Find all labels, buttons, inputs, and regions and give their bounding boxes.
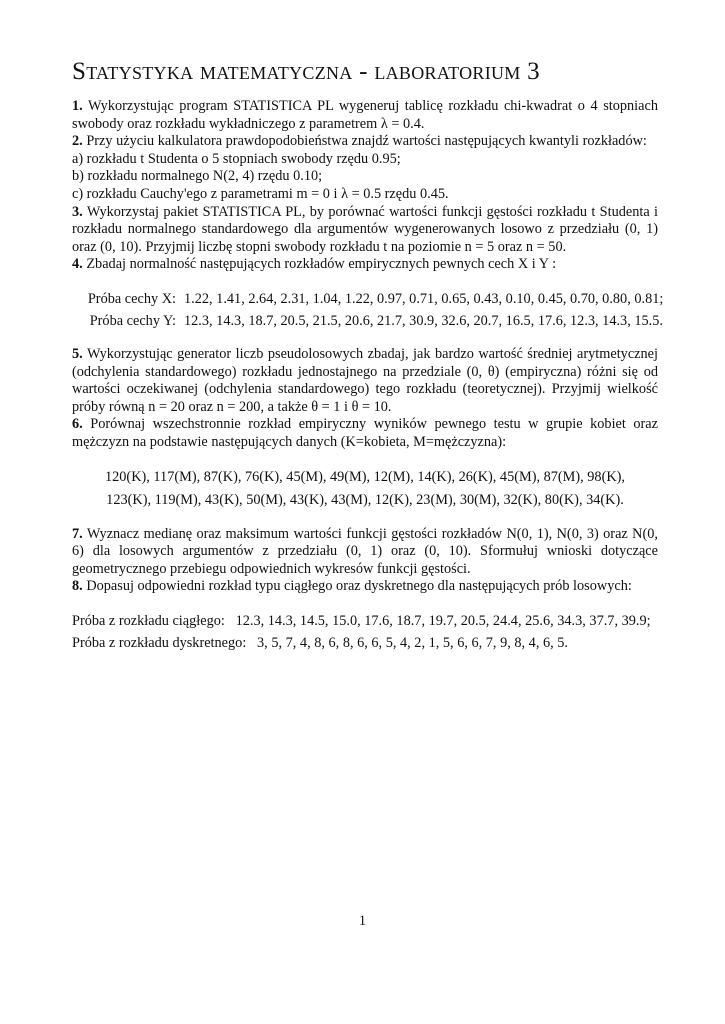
task-2 <box>72 133 658 151</box>
task-text: Dopasuj odpowiedni rozkład typu ciągłego oraz dyskretnego dla następujących prób losowych: <box>86 578 632 595</box>
task-text: Wykorzystując program STATISTICA PL wygeneruj tablicę rozkładu chi-kwadrat o 4 stopniach swobody oraz rozkładu wykładniczego z parametrem λ = 0.4. <box>72 98 658 132</box>
discrete-sample-row <box>72 632 658 654</box>
task-number: 6. <box>72 416 83 433</box>
sample-y-values: 12.3, 14.3, 18.7, 20.5, 21.5, 20.6, 21.7, 30.9, 32.6, 20.7, 16.5, 17.6, 12.3, 14.3, 15.5. <box>184 312 663 329</box>
task-number: 8. <box>72 578 83 595</box>
sample-y-label: Próba cechy Y: <box>89 312 176 329</box>
task-number: 5. <box>72 345 83 362</box>
discrete-sample-values: 3, 5, 7, 4, 8, 6, 8, 6, 6, 5, 4, 2, 1, 5, 6, 6, 7, 9, 8, 4, 6, 5. <box>257 634 568 651</box>
page-title: Statystyka matematyczna - laboratorium 3 <box>72 58 540 85</box>
task-number: 1. <box>72 98 83 114</box>
task-3 <box>72 204 658 257</box>
task-6-data-line-1: 120(K), 117(M), 87(K), 76(K), 45(M), 49(M), 12(M), 14(K), 26(K), 45(M), 87(M), 98(K), <box>104 468 626 485</box>
task-number: 2. <box>72 133 83 150</box>
task-5 <box>72 346 658 416</box>
sample-y-row <box>72 310 663 332</box>
task-8 <box>72 578 658 596</box>
task-text: Wykorzystaj pakiet STATISTICA PL, by porównać wartości funkcji gęstości rozkładu t Studenta i rozkładu normalnego standardowego dla argumentów wygenerowanych losowo z przedziału (0, 1) oraz (0, 10). Przyjmij liczbę stopni swobody rozkładu t na poziomie n = 5 oraz n = 50. <box>72 203 658 255</box>
task-number: 4. <box>72 256 83 273</box>
sample-x-values: 1.22, 1.41, 2.64, 2.31, 1.04, 1.22, 0.97, 0.71, 0.65, 0.43, 0.10, 0.45, 0.70, 0.80, 0.81; <box>184 290 664 307</box>
task-4 <box>72 256 658 274</box>
document-page <box>72 58 664 654</box>
task-2-item-c: c) rozkładu Cauchy'ego z parametrami m = 0 i λ = 0.5 rzędu 0.45. <box>72 185 449 202</box>
task-6 <box>72 416 658 451</box>
task-number: 7. <box>72 525 83 542</box>
task-6-data-line-2: 123(K), 119(M), 43(K), 50(M), 43(K), 43(M), 12(K), 23(M), 30(M), 32(K), 80(K), 34(K). <box>106 491 624 508</box>
page-number: 1 <box>358 913 367 929</box>
task-text: Wyznacz medianę oraz maksimum wartości funkcji gęstości rozkładów N(0, 1), N(0, 3) oraz N(0, 6) dla losowych argumentów z przedziału (0, 1) oraz (0, 10). Sformułuj wnioski dotyczące geometrycznego przebiegu odpowiednich wykresów funkcji gęstości. <box>72 525 658 577</box>
task-7 <box>72 526 658 579</box>
task-8-samples <box>72 610 658 654</box>
task-2-item-b: b) rozkładu normalnego N(2, 4) rzędu 0.10; <box>72 168 323 185</box>
task-1 <box>72 98 658 133</box>
task-text: Zbadaj normalność następujących rozkładów empirycznych pewnych cech X i Y : <box>86 256 557 273</box>
task-text: Porównaj wszechstronnie rozkład empiryczny wyników pewnego testu w grupie kobiet oraz mężczyzn na podstawie następujących danych (K=kobieta, M=mężczyzna): <box>72 416 658 450</box>
discrete-sample-label: Próba z rozkładu dyskretnego: <box>72 634 247 651</box>
sample-x-row <box>72 288 664 310</box>
task-4-samples <box>72 288 664 332</box>
continuous-sample-row <box>72 610 658 632</box>
task-number: 3. <box>72 203 83 220</box>
task-text: Wykorzystując generator liczb pseudolosowych zbadaj, jak bardzo wartość średniej arytmetycznej (odchylenia standardowego) rozkładu jednostajnego na przedziale (0, θ) (empiryczna) różni się od wartości oczekiwanej (odchylenia standardowego) tego rozkładu (teoretycznej). Przyjmij wielkość próby równą n = 20 oraz n = 200, a także θ = 1 i θ = 10. <box>72 345 658 415</box>
task-6-data <box>72 466 658 512</box>
continuous-sample-values: 12.3, 14.3, 14.5, 15.0, 17.6, 18.7, 19.7, 20.5, 24.4, 25.6, 34.3, 37.7, 39.9; <box>235 612 651 629</box>
task-text: Przy użyciu kalkulatora prawdopodobieństwa znajdź wartości następujących kwantyli rozkładów: <box>86 133 647 150</box>
task-2-item-a: a) rozkładu t Studenta o 5 stopniach swobody rzędu 0.95; <box>72 150 401 167</box>
sample-x-label: Próba cechy X: <box>87 290 176 307</box>
continuous-sample-label: Próba z rozkładu ciągłego: <box>72 612 225 629</box>
